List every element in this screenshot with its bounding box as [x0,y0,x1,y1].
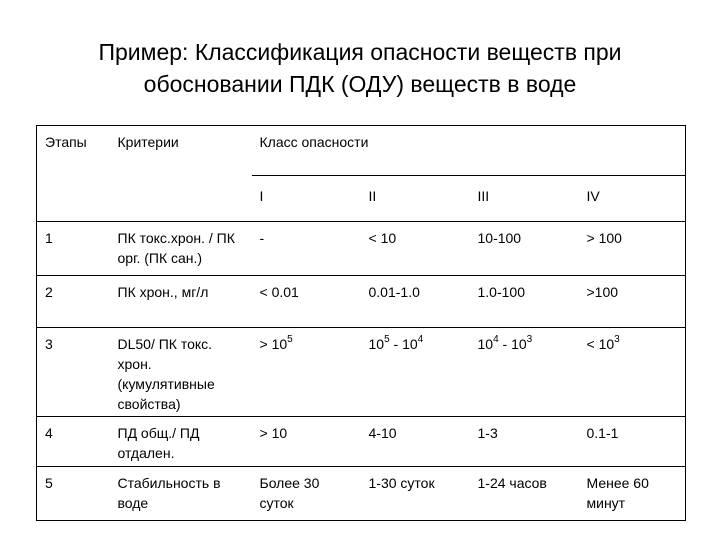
class-4-cell: 0.1-1 [579,417,686,467]
criteria-cell: ПК токс.хрон. / ПК орг. (ПК сан.) [110,222,252,276]
class-4-cell: > 100 [579,222,686,276]
table-row [37,222,686,276]
class-1-cell: > 10 [252,417,361,467]
class-2-cell: 0.01-1.0 [361,276,470,328]
header-class-3: III [470,176,579,222]
stage-cell: 4 [37,417,110,467]
class-2-cell: < 10 [361,222,470,276]
stage-cell: 5 [37,467,110,521]
class-1-cell: Более 30 суток [252,467,361,521]
class-3-cell: 1-3 [470,417,579,467]
page-title [60,36,660,100]
value-separator: - [498,336,512,352]
criteria-line: DL50/ ПК токс. хрон. [117,336,213,372]
class-3-cell [470,328,579,417]
class-4-cell [579,328,686,417]
value-base: 10 [368,336,385,352]
class-3-cell: 1-24 часов [470,467,579,521]
value-base: 10 [511,336,527,352]
class-1-cell: - [252,222,361,276]
table-row [37,328,686,417]
hazard-classification-table [36,125,686,521]
class-2-cell [361,328,470,417]
header-row [37,126,686,176]
class-4-cell: >100 [579,276,686,328]
value-exponent: 4 [493,334,499,346]
value-base: > 10 [259,336,288,352]
value-exponent: 4 [417,334,424,346]
class-3-cell: 1.0-100 [470,276,579,328]
class-1-cell [252,328,361,417]
class-3-cell: 10-100 [470,222,579,276]
value-base: 10 [477,336,494,352]
table-row [37,276,686,328]
header-hazard-class: Класс опасности [252,126,686,176]
header-class-2: II [361,176,470,222]
class-4-cell: Менее 60 минут [579,467,686,521]
criteria-note: (кумулятивные свойства) [117,376,215,412]
value-separator: - [389,336,403,352]
criteria-cell: ПК хрон., мг/л [110,276,252,328]
stage-cell: 3 [37,328,110,417]
value-exponent: 5 [287,334,293,346]
table-row [37,417,686,467]
value-exponent: 3 [526,334,533,346]
value-base: < 10 [586,336,615,352]
criteria-cell [110,328,252,417]
criteria-cell: Стабильность в воде [110,467,252,521]
value-exponent: 5 [384,334,390,346]
title-line-1: Пример: Классификация опасности веществ при [98,39,622,65]
class-1-cell: < 0.01 [252,276,361,328]
header-stage: Этапы [37,126,110,222]
header-class-1: I [252,176,361,222]
stage-cell: 1 [37,222,110,276]
stage-cell: 2 [37,276,110,328]
header-class-4: IV [579,176,686,222]
criteria-cell: ПД общ./ ПД отдален. [110,417,252,467]
class-2-cell: 1-30 суток [361,467,470,521]
value-exponent: 3 [614,334,620,346]
header-criteria: Критерии [110,126,252,222]
class-2-cell: 4-10 [361,417,470,467]
title-line-2: обосновании ПДК (ОДУ) веществ в воде [143,71,577,97]
table-row [37,467,686,521]
value-base: 10 [402,336,418,352]
